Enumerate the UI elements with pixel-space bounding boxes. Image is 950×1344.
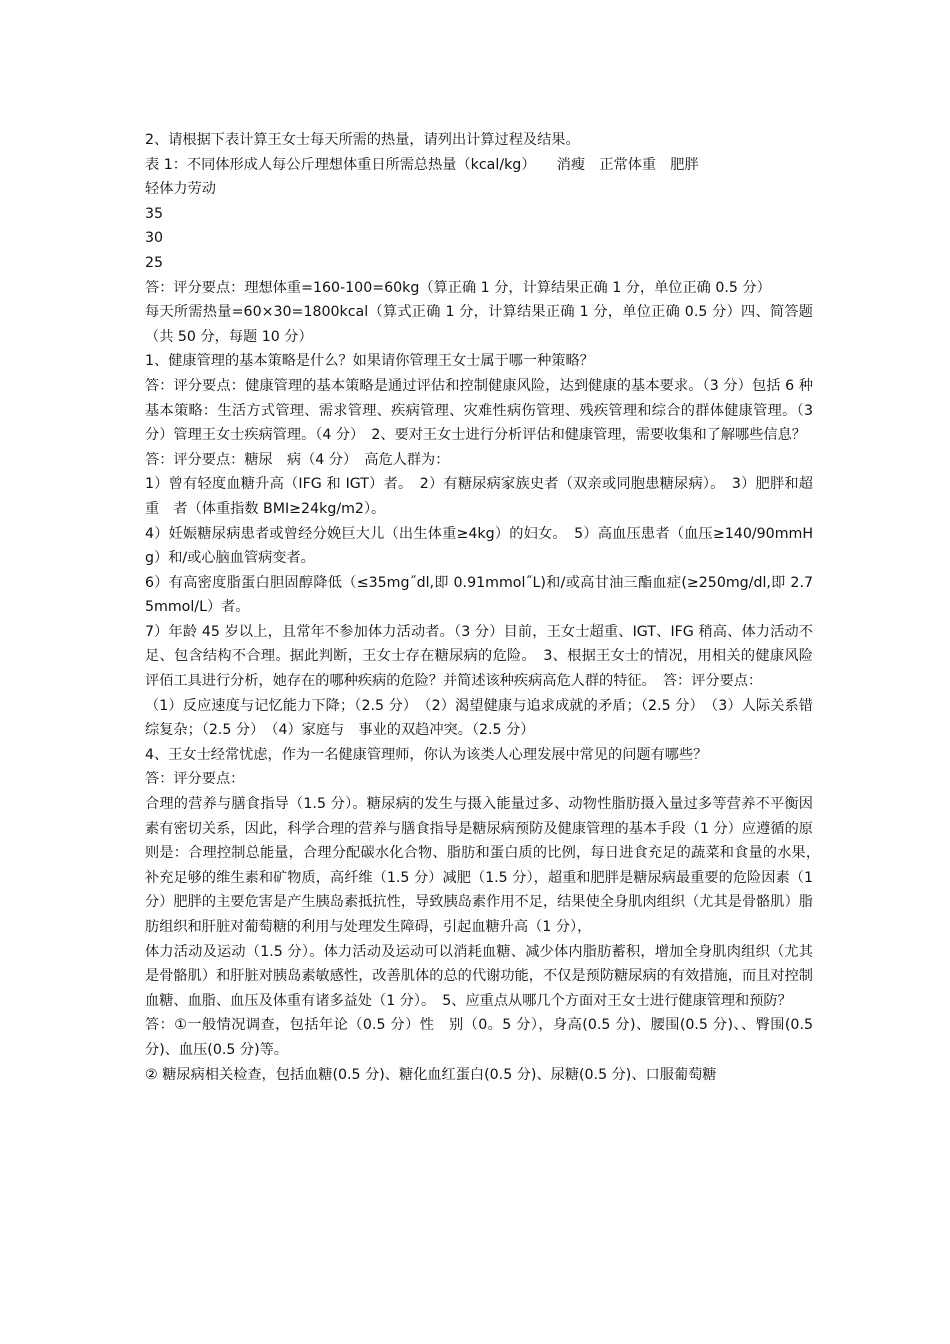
- risk-items-4-5: 4）妊娠糖尿病患者或曾经分娩巨大儿（出生体重≥4kg）的妇女。 5）高血压患者（血压≥140/90mmHg）和/或心脑血管病变者。: [145, 525, 813, 567]
- answer-exercise: 体力活动及运动（1.5 分）。体力活动及运动可以消耗血糖、减少体内脂肪蓄积，增加全身肌肉组织（尤其是骨骼肌）和肝脏对胰岛素敏感性，改善肌体的总的代谢功能，不仅是预防糖尿病的有效措施，而且对控制血糖、血脂、血压及体重有诸多益处（1 分）。 5、应重点从哪几个方面对王女士进行健康管理和预防？: [145, 943, 813, 1009]
- answer-ideal-weight: 答：评分要点：理想体重=160-100=60kg（算正确 1 分，计算结果正确 1 分，单位正确 0.5 分）: [145, 279, 771, 296]
- table-1-caption: 表 1：不同体形成人每公斤理想体重日所需总热量（kcal/kg） 消瘦 正常体重 肥胖: [145, 156, 699, 173]
- answer-high-risk-heading: 答：评分要点：糖尿 病（4 分） 高危人群为：: [145, 451, 450, 468]
- short-question-4: 4、王女士经常忧虑，作为一名健康管理师，你认为该类人心理发展中常见的问题有哪些？: [145, 746, 708, 763]
- risk-items-1-3: 1）曾有轻度血糖升高（IFG 和 IGT）者。 2）有糖尿病家族史者（双亲或同胞患糖尿病）。 3）肥胖和超重 者（体重指数 BMI≥24kg/m2）。: [145, 476, 813, 517]
- answer-general-survey: 答：①一般情况调查，包括年论（0.5 分）性 别（0。5 分），身高(0.5 分)、腰围(0.5 分)、、臀围(0.5 分)、血压(0.5 分)等。: [145, 1017, 813, 1058]
- answer-strategy: 答：评分要点：健康管理的基本策略是通过评估和控制健康风险，达到健康的基本要求。（3 分）包括 6 种基本策略：生活方式管理、需求管理、疾病管理、灾难性病伤管理、残疾管理和综合的群体健康管理。（3 分）管理王女士疾病管理。（4 分） 2、要对王女士进行分析评估和健康管理，需要收集和了解哪些信息？: [145, 377, 813, 444]
- table-value-thin: 35: [145, 205, 164, 222]
- answer-nutrition: 合理的营养与膳食指导（1.5 分）。糖尿病的发生与摄入能量过多、动物性脂肪摄入量过多等营养不平衡因素有密切关系，因此，科学合理的营养与膳食指导是糖尿病预防及健康管理的基本手段（1 分）应遵循的原则是：合理控制总能量，合理分配碳水化合物、脂肪和蛋白质的比例，每日进食充足的蔬菜和食量的水果， 补充足够的维生素和矿物质，高纤维（1.5 分）减肥（1.5 分），超重和肥胖是糖尿病最重要的危险因素（1 分）肥胖的主要危害是产生胰岛素抵抗性，导致胰岛素作用不足，结果使全身肌肉组织（尤其是骨骼肌）脂肪组织和肝脏对葡萄糖的利用与处理发生障碍，引起血糖升高（1 分），: [145, 796, 828, 935]
- table-value-obese: 25: [145, 254, 164, 271]
- document-body: [145, 128, 828, 1087]
- answer-psych-points: （1）反应速度与记忆能力下降；（2.5 分） （2）渴望健康与追求成就的矛盾；（2.5 分） （3）人际关系错综复杂；（2.5 分） （4）家庭与 事业的双趋冲突。（2.5 分）: [145, 697, 813, 739]
- short-question-1: 1、健康管理的基本策略是什么？如果请你管理王女士属于哪一种策略？: [145, 353, 594, 370]
- question-2-prompt: 2、请根据下表计算王女士每天所需的热量，请列出计算过程及结果。: [145, 132, 580, 148]
- table-row-label: 轻体力劳动: [145, 181, 216, 198]
- table-value-normal: 30: [145, 230, 164, 247]
- risk-item-6: 6）有高密度脂蛋白胆固醇降低（≤35mg˝dl,即 0.91mmol˝L)和/或高甘油三酯血症(≥250mg/dl,即 2.75mmol/L）者。: [145, 574, 813, 616]
- answer-daily-calories: 每天所需热量=60×30=1800kcal（算式正确 1 分，计算结果正确 1 分，单位正确 0.5 分）四、简答题（共 50 分，每题 10 分）: [145, 304, 813, 345]
- answer-diabetes-tests: ② 糖尿病相关检查，包括血糖(0.5 分)、糖化血红蛋白(0.5 分)、尿糖(0.5 分)、口服葡萄糖: [145, 1066, 717, 1083]
- answer-scoring-heading: 答：评分要点：: [145, 771, 245, 788]
- risk-item-7: 7）年龄 45 岁以上，且常年不参加体力活动者。（3 分）目前，王女士超重、IGT、IFG 稍高、体力活动不足、包含结构不合理。据此判断，王女士存在糖尿病的危险。 3、根据王女士的情况，用相关的健康风险评佰工具进行分析，她存在的哪种疾病的危险？并简述该种疾病高危人群的特征。 答：评分要点：: [145, 623, 813, 690]
